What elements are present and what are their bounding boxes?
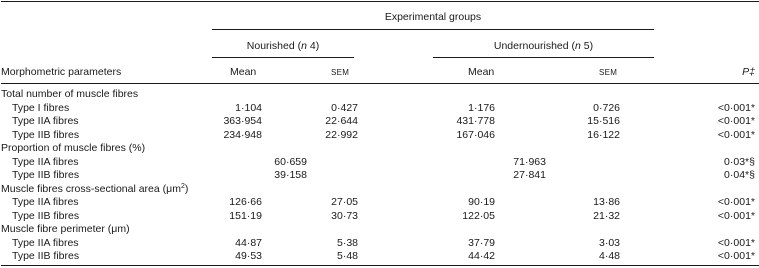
nourished-proportion: 60·659 (274, 155, 307, 168)
nourished-mean: 44·87 (235, 236, 262, 249)
nourished-sem: 27·05 (331, 196, 358, 208)
nourished-mean: 49·53 (235, 250, 262, 262)
under-sem-header: SEM (599, 68, 618, 77)
under-sem: 16·122 (587, 128, 620, 141)
row-label: Type IIA fibres (12, 236, 79, 249)
p-value: <0·001* (717, 236, 755, 249)
row-label: Type I fibres (12, 101, 70, 114)
under-mean: 1·176 (468, 101, 495, 114)
p-value: <0·001* (717, 196, 755, 208)
nourished-n: (n 4) (297, 40, 320, 52)
section-label: Muscle fibre perimeter (μm) (1, 223, 130, 235)
nourished-sem: 22·644 (325, 115, 358, 127)
nourished-mean: 151·19 (229, 209, 262, 222)
row-label: Type IIB fibres (12, 250, 80, 262)
row-label: Type IIB fibres (12, 169, 80, 181)
under-sem: 4·48 (598, 250, 620, 262)
nourished-mean-header: Mean (230, 66, 257, 78)
under-sem: 13·86 (593, 196, 620, 208)
nourished-sem: 30·73 (331, 209, 358, 222)
nourished-proportion: 39·158 (274, 169, 307, 181)
param-header: Morphometric parameters (1, 66, 122, 78)
nourished-sem: 22·992 (325, 128, 358, 141)
nourished-mean: 234·948 (223, 128, 262, 141)
under-sem: 15·516 (587, 115, 620, 127)
nourished-rule (212, 57, 354, 58)
undernourished-n: (n 5) (571, 40, 594, 52)
nourished-sem: 0·427 (331, 101, 358, 114)
section-label: Proportion of muscle fibres (%) (1, 142, 146, 154)
undernourished-heading (433, 40, 654, 52)
row-label: Type IIB fibres (12, 209, 80, 222)
section-label: Muscle fibres cross-sectional area $(\mu m^2)$ (1, 182, 189, 195)
under-mean: 44·42 (468, 250, 495, 262)
section-label: Total number of muscle fibres (1, 88, 139, 100)
groups-rule (212, 29, 654, 30)
experimental-groups-heading: Experimental groups (384, 11, 482, 23)
p-value: 0·04*§ (724, 169, 755, 181)
under-sem: 21·32 (593, 209, 620, 222)
undernourished-rule (433, 57, 654, 58)
p-value: <0·001* (717, 128, 755, 141)
under-sem: 3·03 (598, 236, 620, 249)
under-mean: 431·778 (456, 115, 495, 127)
p-value: <0·001* (717, 209, 755, 222)
row-label: Type IIB fibres (12, 128, 80, 141)
row-label: Type IIA fibres (12, 196, 79, 208)
p-value: <0·001* (717, 115, 755, 127)
under-mean: 167·046 (456, 128, 495, 141)
under-mean-header: Mean (468, 66, 495, 78)
header-rule (1, 83, 759, 84)
nourished-sem: 5·48 (336, 250, 358, 262)
under-mean: 122·05 (462, 209, 495, 222)
p-value: <0·001* (717, 250, 755, 262)
under-proportion: 27·841 (513, 169, 546, 181)
nourished-mean: 126·66 (229, 196, 262, 208)
bottom-rule (1, 265, 759, 266)
nourished-sem-header: SEM (331, 68, 350, 77)
p-value: 0·03*§ (724, 155, 755, 168)
row-label: Type IIA fibres (12, 115, 79, 127)
under-mean: 90·19 (468, 196, 495, 208)
nourished-mean: 1·104 (235, 101, 262, 114)
p-header: P‡ (742, 66, 755, 78)
under-proportion: 71·963 (513, 155, 546, 168)
nourished-sem: 5·38 (336, 236, 358, 249)
p-value: <0·001* (717, 101, 755, 114)
undernourished-label: Undernourished (493, 40, 569, 52)
nourished-label: Nourished (246, 40, 295, 52)
row-label: Type IIA fibres (12, 155, 79, 168)
under-sem: 0·726 (593, 101, 620, 114)
under-mean: 37·79 (468, 236, 495, 249)
nourished-mean: 363·954 (223, 115, 262, 127)
nourished-heading (212, 40, 354, 52)
top-rule (1, 1, 759, 2)
